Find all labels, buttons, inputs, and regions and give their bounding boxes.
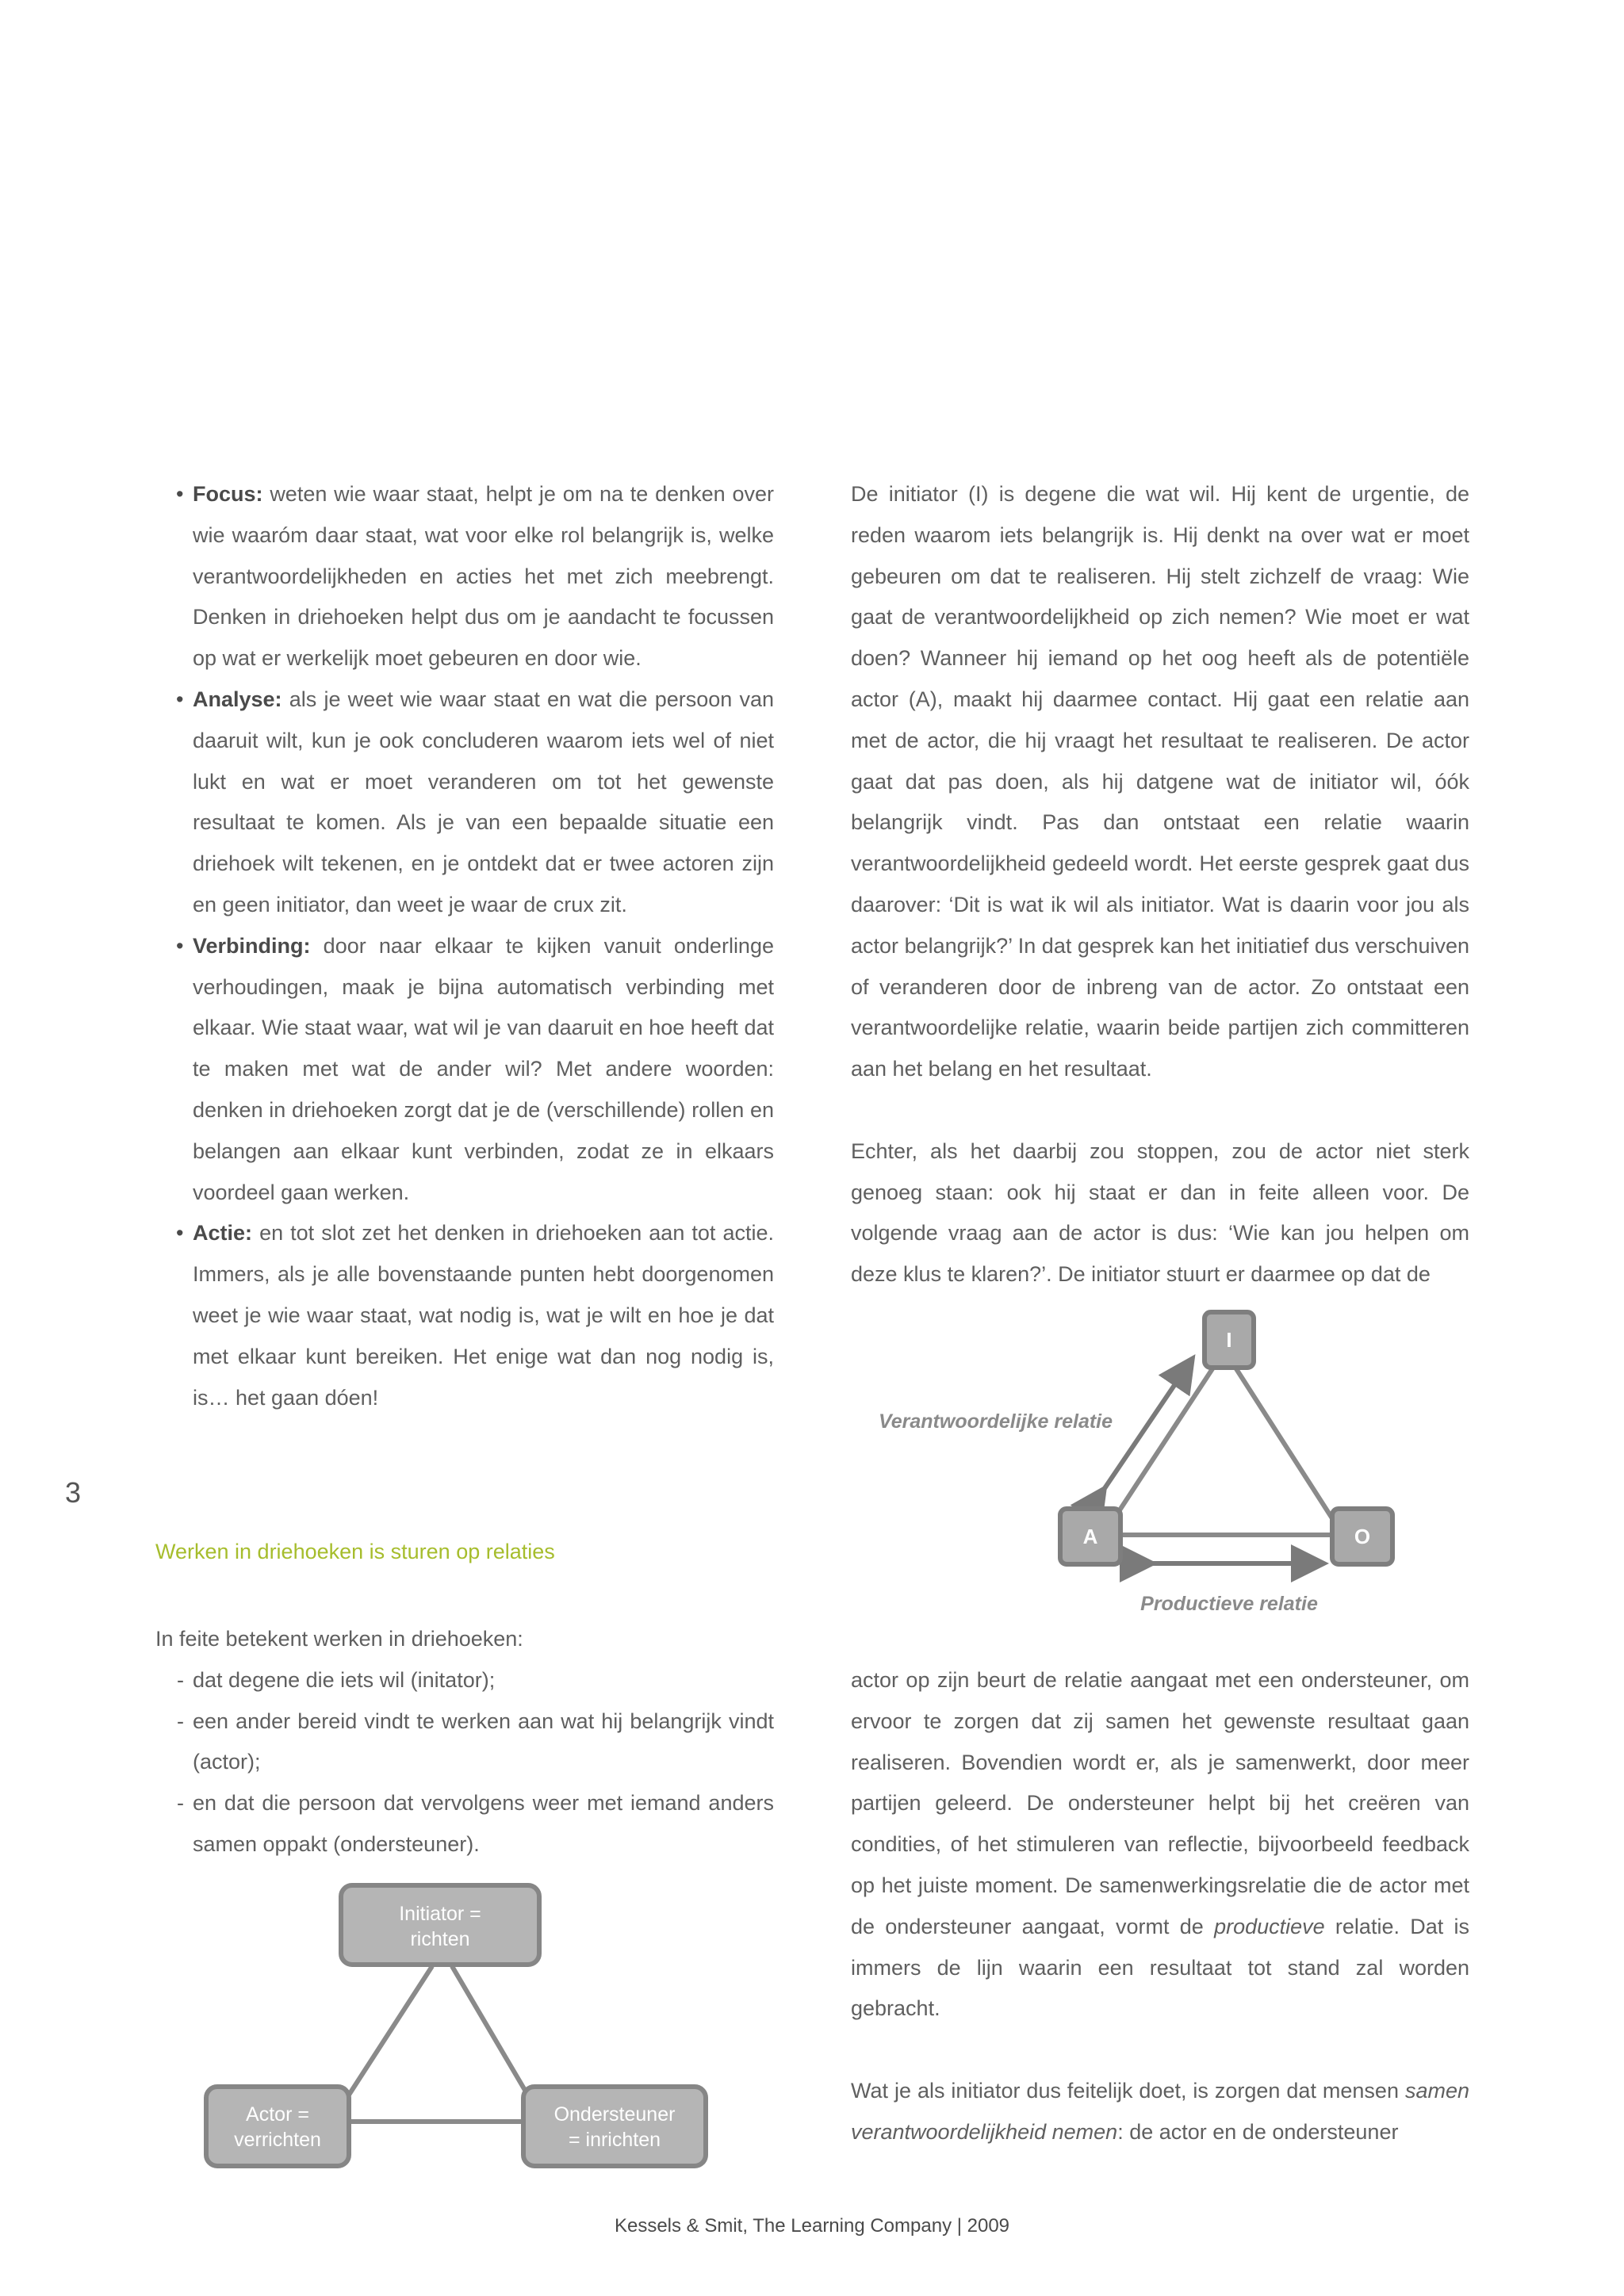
right-column-bottom [851,1660,1469,2153]
paragraph [851,1660,1469,2030]
paragraph [851,2071,1469,2153]
intro-list-item-text: een ander bereid vindt te werken aan wat hij belangrijk vindt (actor); [193,1709,774,1774]
intro-lead: In feite betekent werken in driehoeken: [155,1627,523,1651]
triangle-edge-io [1235,1368,1336,1525]
bullet-verbinding [176,926,774,1214]
bullet-focus [176,474,774,679]
node-o-label: O [1354,1525,1371,1548]
node-a-label: A [1082,1525,1098,1548]
paragraph: Echter, als het daarbij zou stoppen, zou de actor niet sterk genoeg staan: ook hij staat er dan in feite alleen voor. De volgende vraag aan de actor is dus: ‘Wie kan jou helpen om deze klus te klaren?’. De initiator stuurt er daarmee op dat de [851,1138,1469,1287]
triangle-edge-right [452,1966,531,2101]
footer: Kessels & Smit, The Learning Company | 2009 [614,2215,1010,2237]
roles-triangle-diagram [198,1879,722,2180]
bullet-dot-icon: • [176,482,184,506]
section-title: Werken in driehoeken is sturen op relaties [155,1540,555,1563]
intro-list-item [155,1660,774,1701]
initiator-label-line1: Initiator = [399,1903,481,1925]
bullet-text: en tot slot zet het denken in driehoeken aan tot actie. Immers, als je alle bovenstaande punten hebt doorgenomen weet je wie waar staat, wat nodig is, wat je wilt en hoe je dat met elkaar kunt bereiken. Het enige wat dan nog nodig is, is… het gaan dóen! [193,1221,774,1410]
dash-icon: - [177,1709,184,1733]
actor-label-line1: Actor = [246,2103,309,2126]
emphasis-text: productieve [1214,1914,1325,1938]
bullet-text: als je weet wie waar staat en wat die persoon van daaruit wilt, kun je ook concluderen waarom iets wel of niet lukt en wat er moet veranderen om tot het gewenste resultaat te komen. Als je van een bepaalde situatie een driehoek wilt tekenen, en je ontdekt dat er twee actoren zijn en geen initiator, dan weet je waar de crux zit. [193,687,774,916]
bullet-term: Focus: [193,482,263,506]
left-column [176,474,774,1418]
bullet-term: Actie: [193,1221,253,1246]
supporter-box [523,2087,706,2166]
dash-icon: - [177,1791,184,1816]
page-number: 3 [65,1476,82,1509]
relations-triangle-diagram [872,1300,1427,1617]
intro-list-item [155,1783,774,1866]
dash-icon: - [177,1667,184,1692]
emphasis-text: samen verantwoordelijkheid nemen [851,2078,1469,2144]
intro-block [155,1619,774,1866]
initiator-label-line2: richten [410,1928,470,1950]
bullet-analyse [176,679,774,926]
supporter-label-line2: = inrichten [568,2129,661,2151]
responsible-relation-label: Verantwoordelijke relatie [879,1410,1113,1433]
bullet-actie [176,1213,774,1418]
initiator-box [341,1885,539,1965]
intro-list-item [155,1701,774,1784]
productive-relation-label: Productieve relatie [1140,1593,1318,1615]
intro-list-item-text: dat degene die iets wil (initator); [193,1667,496,1692]
bullet-text: door naar elkaar te kijken vanuit onderlinge verhoudingen, maak je bijna automatisch verbinding met elkaar. Wie staat waar, wat wil je van daaruit en hoe heeft dat te maken met wat de ander wil? Met andere woorden: denken in driehoeken zorgt dat je de (verschillende) rollen en belangen aan elkaar kunt verbinden, zodat ze in elkaars voordeel gaan werken. [193,933,774,1204]
paragraph-text: relatie. Dat is immers de lijn waarin een resultaat tot stand zal worden gebracht. [851,1914,1469,2021]
paragraph-text: : de actor en de ondersteuner [1117,2119,1399,2144]
intro-list-item-text: en dat die persoon dat vervolgens weer met iemand anders samen oppakt (ondersteuner). [193,1791,774,1856]
paragraph-text: Wat je als initiator dus feitelijk doet, is zorgen dat mensen [851,2078,1399,2103]
actor-box [206,2087,349,2166]
right-column-top [851,474,1469,1295]
bullet-dot-icon: • [176,933,184,958]
bullet-term: Verbinding: [193,933,311,958]
paragraph-text: actor op zijn beurt de relatie aangaat met een ondersteuner, om ervoor te zorgen dat zij samen het gewenste resultaat gaan realiseren. Bovendien wordt er, als je samenwerkt, door meer partijen geleerd. De ondersteuner helpt bij het creëren van condities, of het stimuleren van reflectie, bijvoorbeeld feedback op het juiste moment. De samenwerkingsrelatie die de actor met de ondersteuner aangaat, vormt de [851,1668,1469,1938]
bullet-dot-icon: • [176,1221,184,1246]
bullet-text: weten wie waar staat, helpt je om na te denken over wie waaróm daar staat, wat voor elke rol belangrijk is, welke verantwoordelijkheden en acties het met zich meebrengt. Denken in driehoeken helpt dus om je aandacht te focussen op wat er werkelijk moet gebeuren en door wie. [193,482,774,671]
paragraph: De initiator (I) is degene die wat wil. Hij kent de urgentie, de reden waarom iets belangrijk is. Hij denkt na over wat er moet gebeuren om dat te realiseren. Hij stelt zichzelf de vraag: Wie gaat de verantwoordelijkheid op zich nemen? Wie moet er wat doen? Wanneer hij iemand op het oog heeft als de potentiële actor (A), maakt hij daarmee contact. Hij gaat een relatie aan met de actor, die hij vraagt het resultaat te realiseren. De actor gaat dat pas doen, als hij datgene wat de initiator wil, óók belangrijk vindt. Pas dan ontstaat een relatie waarin verantwoordelijkheid gedeeld wordt. Het eerste gesprek gaat dus daarover: ‘Dit is wat ik wil als initiator. Wat is daarin voor jou als actor belangrijk?’ In dat gesprek kan het initiatief dus verschuiven of veranderen door de inbreng van de actor. Zo ontstaat een verantwoordelijke relatie, waarin beide partijen zich committeren aan het belang en het resultaat. [851,482,1469,1081]
triangle-edge-ia [1110,1368,1213,1525]
actor-label-line2: verrichten [234,2129,321,2151]
supporter-label-line1: Ondersteuner [553,2103,676,2126]
bullet-dot-icon: • [176,687,184,711]
triangle-edge-left [345,1966,432,2101]
node-i-label: I [1226,1328,1232,1352]
bullet-term: Analyse: [193,687,282,711]
